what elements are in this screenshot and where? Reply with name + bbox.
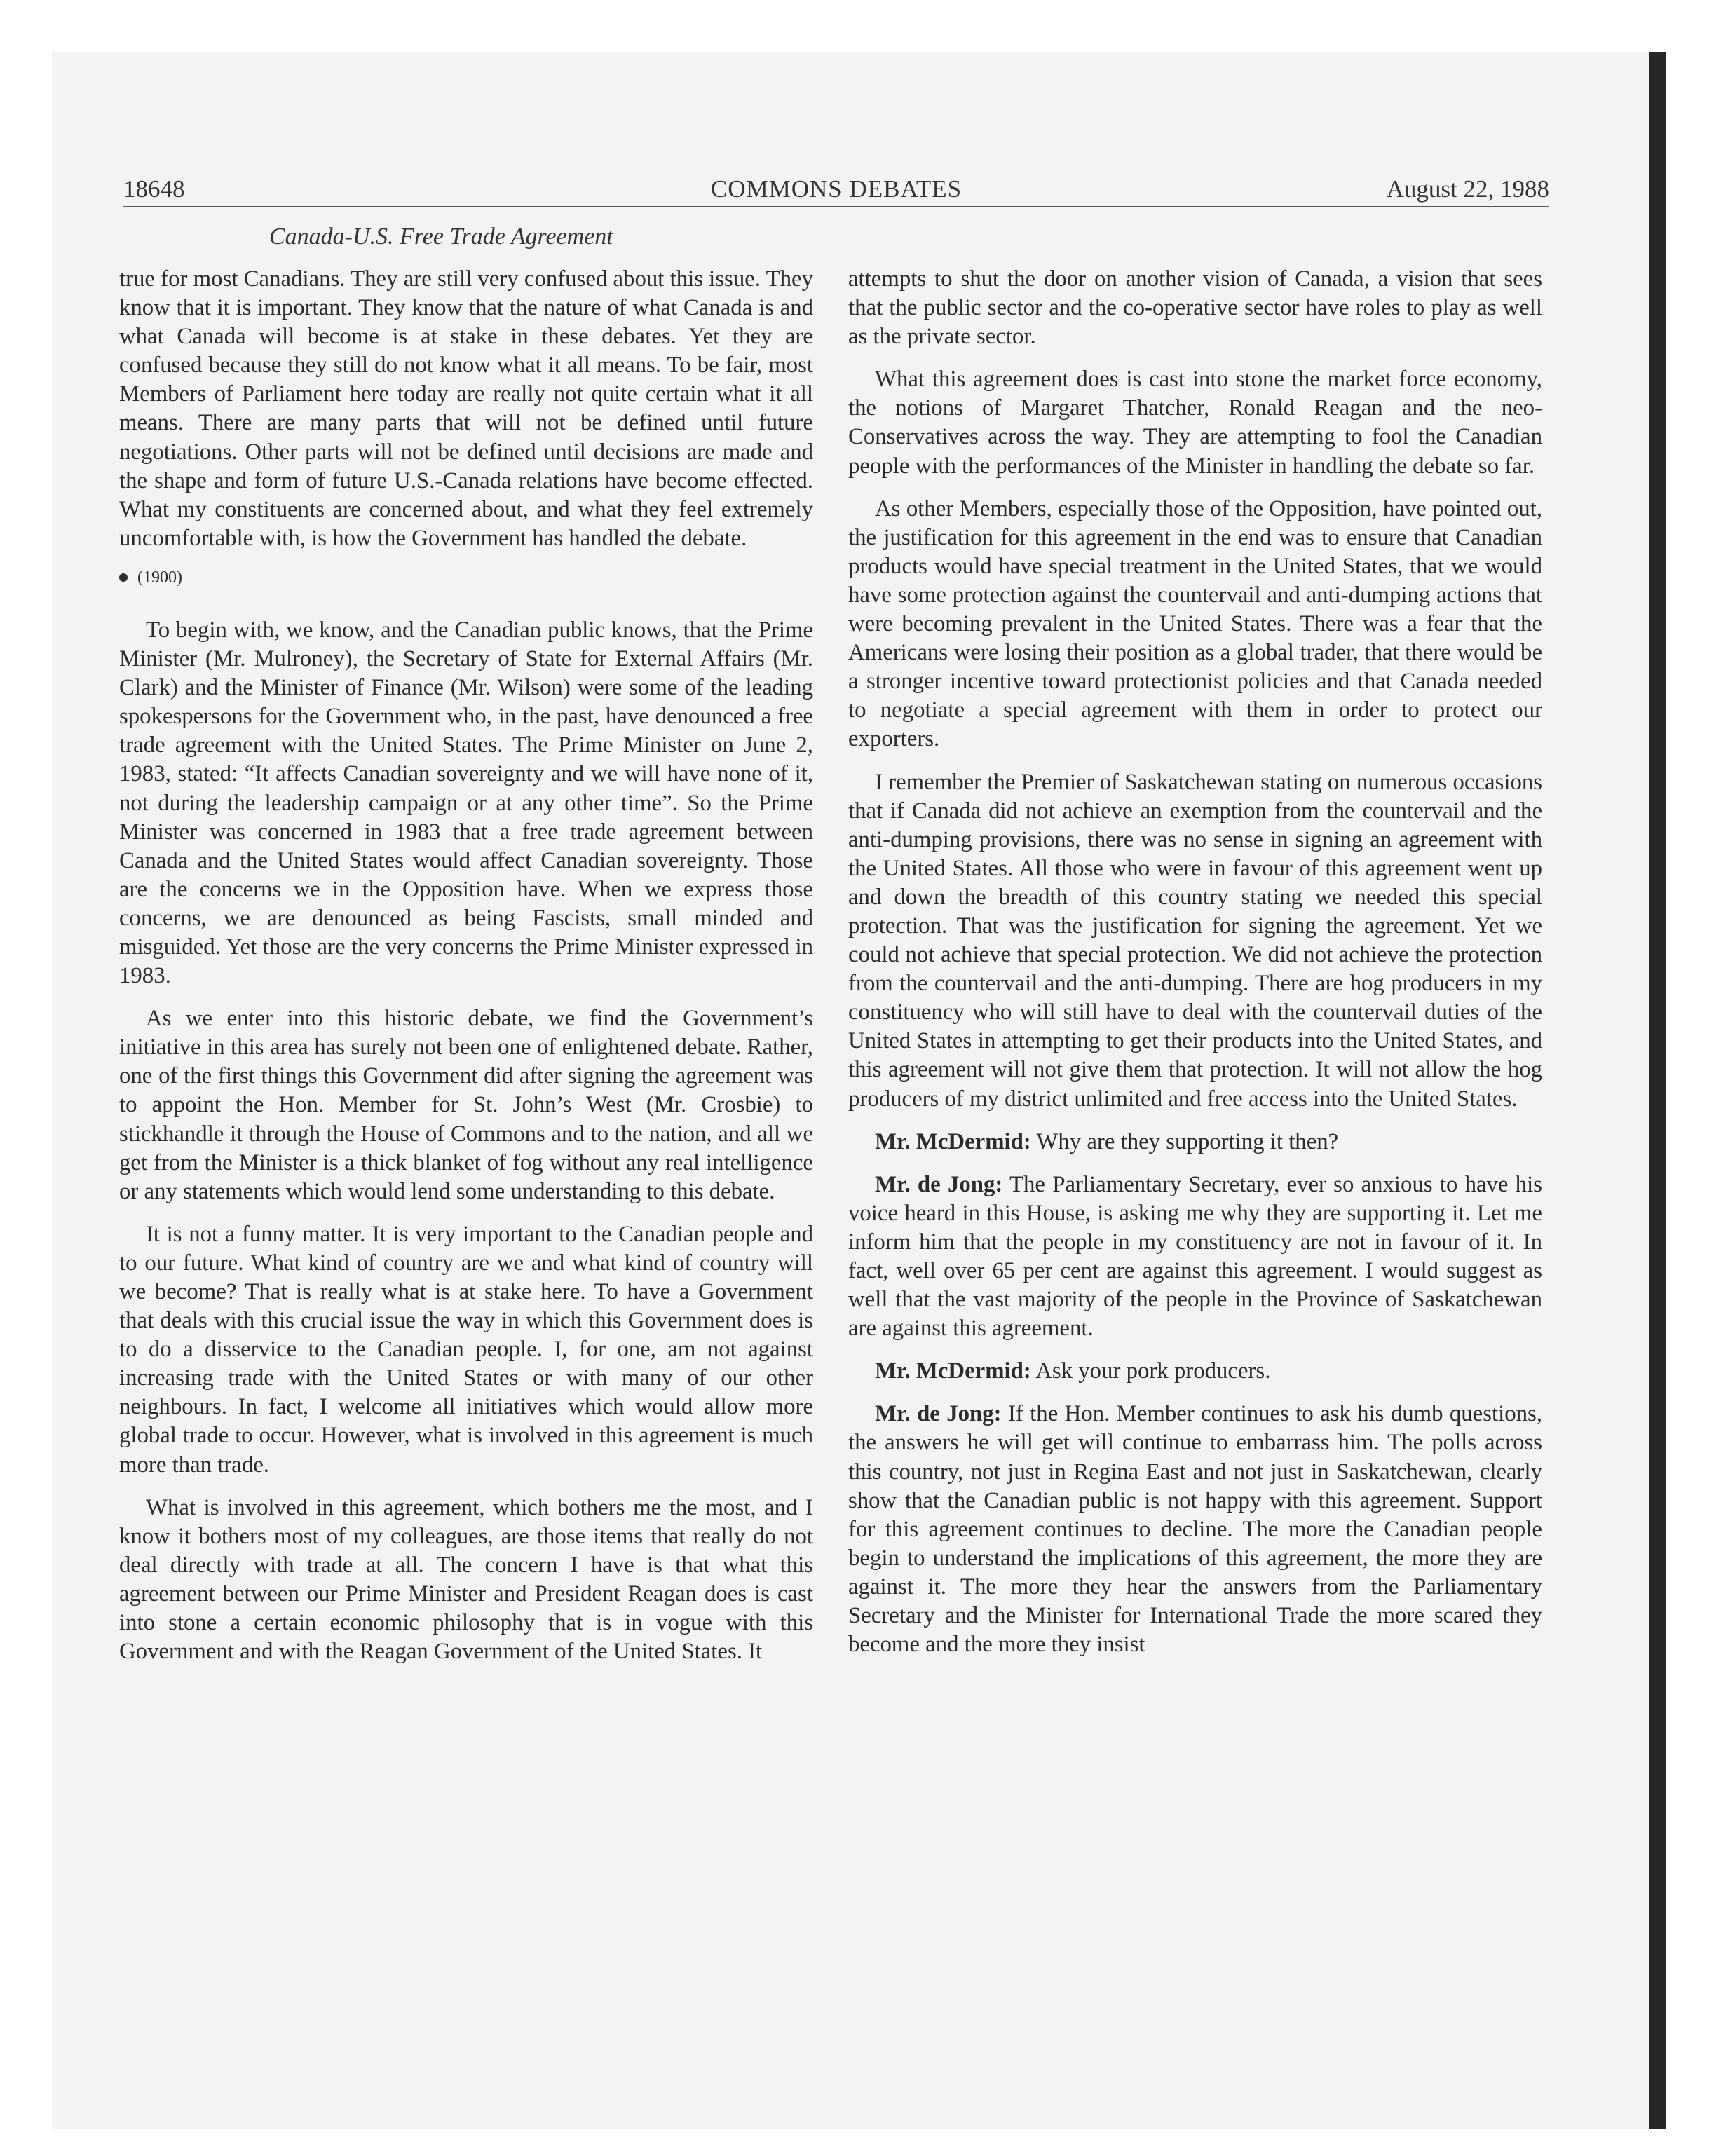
speech-turn xyxy=(848,1128,1542,1157)
speech-text: The Parliamentary Secretary, ever so anxious to have his voice heard in this House, is asking me why they are supporting it. Let me inform him that the people in my constituency are not in favour of it. In fact, well over 65 per cent are against this agreement. I would suggest as well that the vast majority of the people in the Province of Saskatchewan are against this agreement. xyxy=(848,1171,1542,1342)
speech-text: If the Hon. Member continues to ask his dumb questions, the answers he will get will continue to embarrass him. The polls across this country, not just in Regina East and not just in Saskatchewan, clearly show that the Canadian public is not happy with this agreement. Support for this agreement continues to decline. The more the Canadian people begin to understand the implications of this agreement, the more they are against it. The more they hear the answers from the Parliamentary Secretary and the Minister for International Trade the more scared they become and the more they insist xyxy=(848,1401,1542,1658)
page-edge-shadow xyxy=(1649,52,1666,2129)
page-number: 18648 xyxy=(123,175,185,203)
paragraph: I remember the Premier of Saskatchewan stating on numerous occasions that if Canada did not achieve an exemption from the countervail and the anti-dumping provisions, there was no sense in signing an agreement with the United States. All those who were in favour of this agreement went up and down the breadth of this country stating we needed this special protection. That was the justification for signing the agreement. Yet we could not achieve that special protection. We did not achieve the protection from the countervail and the anti-dumping. There are hog producers in my constituency who will still have to deal with the countervail duties of the United States in attempting to get their products into the United States, and this agreement will not give them that protection. It will not allow the hog producers of my district unlimited and free access into the United States. xyxy=(848,769,1542,1112)
paragraph: attempts to shut the door on another vision of Canada, a vision that sees that the public sector and the co-operative sector have roles to play as well as the private sector. xyxy=(848,266,1542,350)
header-rule xyxy=(123,206,1549,207)
paragraph: To begin with, we know, and the Canadian public knows, that the Prime Minister (Mr. Mulroney), the Secretary of State for External Affairs (Mr. Clark) and the Minister of Finance (Mr. Wilson) were some of the leading spokespersons for the Government who, in the past, have denounced a free trade agreement with the United States. The Prime Minister on June 2, 1983, stated: “It affects Canadian sovereignty and we will have none of it, not during the leadership campaign or at any other time”. So the Prime Minister was concerned in 1983 that a free trade agreement between Canada and the United States would affect Canadian sovereignty. Those are the concerns we in the Opposition have. When we express those concerns, we are denounced as being Fascists, small minded and misguided. Yet those are the very concerns the Prime Minister expressed in 1983. xyxy=(119,617,813,989)
running-head xyxy=(123,172,1549,206)
speech-text: Why are they supporting it then? xyxy=(1036,1128,1339,1154)
speech-text: Ask your pork producers. xyxy=(1035,1358,1271,1384)
paragraph: It is not a funny matter. It is very important to the Canadian people and to our future. What kind of country are we and what kind of country will we become? That is really what is at stake here. To have a Government that deals with this crucial issue the way in which this Government does is to do a disservice to the Canadian people. I, for one, am not against increasing trade with the United States or with many of our other neighbours. In fact, I welcome all initiatives which would allow more global trade to occur. However, what is involved in this agreement is much more than trade. xyxy=(119,1221,813,1478)
speech-turn xyxy=(848,1357,1542,1386)
time-stamp xyxy=(119,567,813,588)
speech-turn xyxy=(848,1400,1542,1659)
paragraph: true for most Canadians. They are still very confused about this issue. They know that it is important. They know that the nature of what Canada is and what Canada will become is at stake in these debates. Yet they are confused because they still do not know what it all means. To be fair, most Members of Parliament here today are really not quite certain what it all means. There are many parts that will not be defined until future negotiations. Other parts will not be defined until decisions are made and the shape and form of future U.S.-Canada relations have become effected. What my constituents are concerned about, and what they feel extremely uncomfortable with, is how the Government has handled the debate. xyxy=(119,266,813,551)
speaker-name: Mr. McDermid: xyxy=(875,1358,1031,1384)
paragraph: As we enter into this historic debate, we find the Government’s initiative in this area has surely not been one of enlightened debate. Rather, one of the first things this Government did after signing the agreement was to appoint the Hon. Member for St. John’s West (Mr. Crosbie) to stickhandle it through the House of Commons and to the nation, and all we get from the Minister is a thick blanket of fog without any real intelligence or any statements which would lend some understanding to this debate. xyxy=(119,1006,813,1204)
speaker-name: Mr. de Jong: xyxy=(875,1171,1003,1197)
left-column xyxy=(119,265,813,1680)
right-column xyxy=(848,265,1542,1673)
issue-date: August 22, 1988 xyxy=(1386,175,1549,203)
journal-title: COMMONS DEBATES xyxy=(710,175,962,203)
section-subhead: Canada-U.S. Free Trade Agreement xyxy=(269,224,613,250)
paragraph: As other Members, especially those of the Opposition, have pointed out, the justification for this agreement in the end was to ensure that Canadian products would have special treatment in the United States, that we would have some protection against the countervail and anti-dumping actions that were becoming prevalent in the United States. There was a fear that the Americans were losing their position as a global trader, that there would be a stronger incentive toward protectionist policies and that Canada needed to negotiate a special agreement with them in order to protect our exporters. xyxy=(848,496,1542,752)
speaker-name: Mr. de Jong: xyxy=(875,1401,1002,1427)
bullet-icon xyxy=(119,573,128,582)
paragraph: What this agreement does is cast into stone the market force economy, the notions of Margaret Thatcher, Ronald Reagan and the neo-Conservatives across the way. They are attempting to fool the Canadian people with the performances of the Minister in handling the debate so far. xyxy=(848,367,1542,479)
speech-turn xyxy=(848,1171,1542,1344)
time-stamp-label: (1900) xyxy=(137,568,182,587)
paragraph: What is involved in this agreement, which bothers me the most, and I know it bothers most of my colleagues, are those items that really do not deal directly with trade at all. The concern I have is that what this agreement between our Prime Minister and President Reagan does is cast into stone a certain economic philosophy that is in vogue with this Government and with the Reagan Government of the United States. It xyxy=(119,1494,813,1665)
speaker-name: Mr. McDermid: xyxy=(875,1128,1031,1154)
